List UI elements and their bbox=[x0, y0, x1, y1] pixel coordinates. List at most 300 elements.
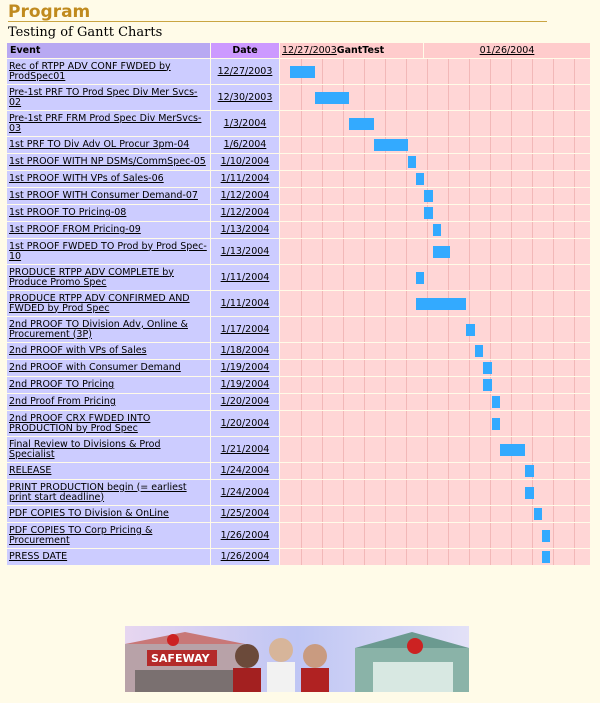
gantt-cell bbox=[280, 506, 590, 522]
title-divider bbox=[8, 21, 547, 22]
event-cell bbox=[7, 549, 210, 565]
gantt-gridline bbox=[406, 239, 407, 264]
gantt-gridline bbox=[427, 377, 428, 393]
gantt-gridline bbox=[427, 437, 428, 462]
date-link[interactable]: 1/21/2004 bbox=[220, 443, 270, 455]
event-link[interactable]: 2nd PROOF TO Pricing bbox=[9, 379, 115, 390]
gantt-gridline bbox=[469, 222, 470, 238]
gantt-gridline bbox=[322, 377, 323, 393]
gantt-gridline bbox=[574, 343, 575, 359]
date-link[interactable]: 1/19/2004 bbox=[220, 379, 270, 390]
gantt-gridline bbox=[427, 239, 428, 264]
date-link[interactable]: 1/11/2004 bbox=[220, 271, 270, 283]
gantt-gridline bbox=[532, 171, 533, 187]
event-cell bbox=[7, 343, 210, 359]
gantt-gridline bbox=[427, 171, 428, 187]
date-cell bbox=[211, 411, 279, 436]
gantt-gridline bbox=[511, 265, 512, 290]
event-link[interactable]: PRODUCE RTPP ADV CONFIRMED AND FWDED by Prod Spec bbox=[9, 292, 190, 314]
gantt-gridline bbox=[406, 265, 407, 290]
gantt-gridline bbox=[343, 239, 344, 264]
gantt-gridline bbox=[511, 171, 512, 187]
gantt-gridline bbox=[343, 154, 344, 170]
gantt-cell bbox=[280, 154, 590, 170]
gantt-gridline bbox=[385, 394, 386, 410]
table-row bbox=[7, 171, 590, 187]
gantt-gridline bbox=[490, 154, 491, 170]
gantt-gridline bbox=[511, 291, 512, 316]
gantt-cell bbox=[280, 137, 590, 153]
date-link[interactable]: 1/20/2004 bbox=[220, 396, 270, 407]
gantt-gridline bbox=[364, 154, 365, 170]
gantt-gridline bbox=[343, 205, 344, 221]
gantt-gridline bbox=[532, 85, 533, 110]
gantt-gridline bbox=[511, 549, 512, 565]
gantt-gridline bbox=[469, 59, 470, 84]
event-cell bbox=[7, 85, 210, 110]
gantt-bar bbox=[483, 379, 491, 391]
date-cell bbox=[211, 85, 279, 110]
table-row bbox=[7, 480, 590, 505]
gantt-gridline bbox=[553, 394, 554, 410]
event-link[interactable]: 1st PROOF FROM Pricing-09 bbox=[9, 224, 141, 235]
table-row bbox=[7, 360, 590, 376]
date-cell bbox=[211, 137, 279, 153]
event-link[interactable]: 1st PROOF WITH Consumer Demand-07 bbox=[9, 190, 198, 201]
date-link[interactable]: 1/13/2004 bbox=[220, 224, 270, 235]
page-title: Program bbox=[8, 2, 91, 22]
gantt-table bbox=[6, 42, 591, 566]
gantt-gridline bbox=[469, 411, 470, 436]
gantt-gridline bbox=[490, 111, 491, 136]
gantt-gridline bbox=[469, 188, 470, 204]
gantt-gridline bbox=[511, 222, 512, 238]
gantt-gridline bbox=[448, 222, 449, 238]
gantt-gridline bbox=[574, 523, 575, 548]
gantt-gridline bbox=[364, 506, 365, 522]
gantt-gridline bbox=[448, 523, 449, 548]
gantt-gridline bbox=[343, 549, 344, 565]
gantt-gridline bbox=[574, 291, 575, 316]
date-cell bbox=[211, 111, 279, 136]
gantt-gridline bbox=[427, 343, 428, 359]
gantt-gridline bbox=[490, 205, 491, 221]
gantt-gridline bbox=[511, 360, 512, 376]
gantt-gridline bbox=[385, 411, 386, 436]
event-link[interactable]: PDF COPIES TO Division & OnLine bbox=[9, 508, 169, 519]
event-link[interactable]: 2nd PROOF with VPs of Sales bbox=[9, 345, 147, 356]
gantt-gridline bbox=[406, 377, 407, 393]
gantt-gridline bbox=[490, 291, 491, 316]
event-link[interactable]: 1st PROOF WITH VPs of Sales-06 bbox=[9, 173, 164, 184]
gantt-gridline bbox=[553, 506, 554, 522]
event-link[interactable]: 1st PROOF TO Pricing-08 bbox=[9, 207, 127, 218]
table-row bbox=[7, 239, 590, 264]
gantt-gridline bbox=[511, 239, 512, 264]
gantt-gridline bbox=[448, 188, 449, 204]
gantt-cell bbox=[280, 291, 590, 316]
gantt-gridline bbox=[364, 205, 365, 221]
gantt-gridline bbox=[427, 411, 428, 436]
gantt-gridline bbox=[364, 523, 365, 548]
gantt-gridline bbox=[301, 154, 302, 170]
gantt-gridline bbox=[469, 171, 470, 187]
gantt-gridline bbox=[364, 188, 365, 204]
gantt-gridline bbox=[343, 437, 344, 462]
gantt-gridline bbox=[322, 265, 323, 290]
gantt-gridline bbox=[385, 171, 386, 187]
gantt-gridline bbox=[532, 188, 533, 204]
gantt-gridline bbox=[385, 291, 386, 316]
gantt-gridline bbox=[364, 411, 365, 436]
gantt-start-date-link[interactable]: 12/27/2003 bbox=[282, 44, 337, 56]
gantt-gridline bbox=[490, 222, 491, 238]
date-link[interactable]: 1/17/2004 bbox=[220, 323, 270, 335]
date-cell bbox=[211, 239, 279, 264]
gantt-gridline bbox=[469, 437, 470, 462]
gantt-gridline bbox=[301, 463, 302, 479]
date-link[interactable]: 1/20/2004 bbox=[220, 417, 270, 429]
gantt-gridline bbox=[469, 205, 470, 221]
gantt-gridline bbox=[553, 137, 554, 153]
date-cell bbox=[211, 154, 279, 170]
gantt-gridline bbox=[385, 463, 386, 479]
date-cell bbox=[211, 59, 279, 84]
gantt-gridline bbox=[322, 205, 323, 221]
gantt-gridline bbox=[553, 205, 554, 221]
gantt-gridline bbox=[574, 506, 575, 522]
event-link[interactable]: PRINT PRODUCTION begin (= earliest print start deadline) bbox=[9, 481, 187, 503]
date-column-header: Date bbox=[211, 43, 279, 58]
gantt-start-header[interactable] bbox=[280, 43, 423, 58]
gantt-gridline bbox=[553, 188, 554, 204]
gantt-chart-name: GantTest bbox=[336, 44, 385, 56]
gantt-gridline bbox=[343, 222, 344, 238]
gantt-gridline bbox=[448, 111, 449, 136]
gantt-gridline bbox=[301, 317, 302, 342]
gantt-gridline bbox=[490, 265, 491, 290]
gantt-cell bbox=[280, 437, 590, 462]
table-row bbox=[7, 317, 590, 342]
gantt-gridline bbox=[427, 506, 428, 522]
gantt-gridline bbox=[322, 111, 323, 136]
gantt-gridline bbox=[406, 222, 407, 238]
gantt-gridline bbox=[406, 523, 407, 548]
gantt-gridline bbox=[322, 360, 323, 376]
gantt-gridline bbox=[490, 239, 491, 264]
gantt-gridline bbox=[322, 437, 323, 462]
gantt-gridline bbox=[364, 437, 365, 462]
event-link[interactable]: 1st PROOF FWDED TO Prod by Prod Spec-10 bbox=[9, 240, 207, 262]
gantt-gridline bbox=[322, 523, 323, 548]
gantt-gridline bbox=[469, 111, 470, 136]
gantt-gridline bbox=[385, 205, 386, 221]
event-link[interactable]: PRODUCE RTPP ADV COMPLETE by Produce Promo Spec bbox=[9, 266, 174, 288]
gantt-gridline bbox=[406, 437, 407, 462]
gantt-bar bbox=[433, 246, 450, 258]
date-link[interactable]: 1/13/2004 bbox=[220, 245, 270, 257]
gantt-gridline bbox=[427, 137, 428, 153]
gantt-gridline bbox=[469, 137, 470, 153]
event-link[interactable]: 1st PROOF WITH NP DSMs/CommSpec-05 bbox=[9, 156, 206, 167]
gantt-gridline bbox=[469, 480, 470, 505]
gantt-gridline bbox=[448, 59, 449, 84]
gantt-cell bbox=[280, 394, 590, 410]
gantt-gridline bbox=[448, 265, 449, 290]
table-row bbox=[7, 291, 590, 316]
event-cell bbox=[7, 480, 210, 505]
gantt-gridline bbox=[448, 549, 449, 565]
gantt-gridline bbox=[364, 394, 365, 410]
date-link[interactable]: 1/19/2004 bbox=[220, 362, 270, 373]
date-link[interactable]: 1/10/2004 bbox=[220, 156, 270, 167]
gantt-gridline bbox=[553, 437, 554, 462]
gantt-gridline bbox=[343, 411, 344, 436]
event-cell bbox=[7, 360, 210, 376]
gantt-gridline bbox=[301, 111, 302, 136]
chart-subtitle: Testing of Gantt Charts bbox=[8, 25, 163, 40]
gantt-gridline bbox=[448, 506, 449, 522]
gantt-gridline bbox=[532, 239, 533, 264]
gantt-gridline bbox=[385, 188, 386, 204]
date-cell bbox=[211, 506, 279, 522]
gantt-bar bbox=[534, 508, 542, 520]
gantt-gridline bbox=[511, 523, 512, 548]
gantt-gridline bbox=[343, 360, 344, 376]
gantt-gridline bbox=[343, 343, 344, 359]
gantt-bar bbox=[416, 298, 466, 310]
gantt-gridline bbox=[574, 317, 575, 342]
gantt-cell bbox=[280, 480, 590, 505]
gantt-gridline bbox=[553, 291, 554, 316]
gantt-gridline bbox=[574, 480, 575, 505]
gantt-gridline bbox=[490, 59, 491, 84]
date-cell bbox=[211, 291, 279, 316]
gantt-cell bbox=[280, 59, 590, 84]
gantt-gridline bbox=[427, 317, 428, 342]
gantt-gridline bbox=[574, 360, 575, 376]
event-cell bbox=[7, 437, 210, 462]
gantt-gridline bbox=[322, 239, 323, 264]
date-link[interactable]: 1/6/2004 bbox=[223, 139, 267, 150]
event-link[interactable]: Pre-1st PRF TO Prod Spec Div Mer Svcs-02 bbox=[9, 86, 198, 108]
gantt-bar bbox=[433, 224, 441, 236]
gantt-gridline bbox=[448, 205, 449, 221]
date-link[interactable]: 12/27/2003 bbox=[217, 65, 273, 77]
gantt-gridline bbox=[385, 506, 386, 522]
date-link[interactable]: 1/26/2004 bbox=[220, 551, 270, 562]
event-link[interactable]: RELEASE bbox=[9, 465, 52, 476]
event-link[interactable]: Final Review to Divisions & Prod Specialist bbox=[9, 438, 161, 460]
gantt-gridline bbox=[322, 394, 323, 410]
gantt-gridline bbox=[469, 506, 470, 522]
gantt-gridline bbox=[343, 377, 344, 393]
gantt-gridline bbox=[469, 85, 470, 110]
event-column-header: Event bbox=[7, 43, 210, 58]
gantt-gridline bbox=[553, 111, 554, 136]
date-link[interactable]: 12/30/2003 bbox=[217, 91, 273, 103]
event-cell bbox=[7, 411, 210, 436]
date-link[interactable]: 1/12/2004 bbox=[220, 207, 270, 218]
event-link[interactable]: PDF COPIES TO Corp Pricing & Procurement bbox=[9, 524, 153, 546]
gantt-gridline bbox=[448, 463, 449, 479]
table-row bbox=[7, 205, 590, 221]
event-link[interactable]: Rec of RTPP ADV CONF FWDED by ProdSpec01 bbox=[9, 60, 171, 82]
gantt-cell bbox=[280, 317, 590, 342]
gantt-gridline bbox=[511, 377, 512, 393]
table-row bbox=[7, 222, 590, 238]
event-link[interactable]: 2nd PROOF TO Division Adv, Online & Procurement (3P) bbox=[9, 318, 188, 340]
gantt-gridline bbox=[532, 222, 533, 238]
gantt-gridline bbox=[322, 171, 323, 187]
gantt-cell bbox=[280, 171, 590, 187]
gantt-gridline bbox=[343, 59, 344, 84]
date-cell bbox=[211, 188, 279, 204]
event-link[interactable]: Pre-1st PRF FRM Prod Spec Div MerSvcs-03 bbox=[9, 112, 202, 134]
gantt-gridline bbox=[427, 111, 428, 136]
gantt-gridline bbox=[469, 360, 470, 376]
gantt-gridline bbox=[385, 85, 386, 110]
gantt-gridline bbox=[574, 265, 575, 290]
gantt-bar bbox=[483, 362, 491, 374]
gantt-gridline bbox=[532, 137, 533, 153]
gantt-gridline bbox=[406, 506, 407, 522]
gantt-gridline bbox=[364, 265, 365, 290]
gantt-cell bbox=[280, 463, 590, 479]
gantt-gridline bbox=[301, 394, 302, 410]
gantt-gridline bbox=[574, 205, 575, 221]
gantt-gridline bbox=[322, 188, 323, 204]
gantt-gridline bbox=[532, 205, 533, 221]
gantt-gridline bbox=[406, 343, 407, 359]
gantt-gridline bbox=[322, 154, 323, 170]
event-cell bbox=[7, 394, 210, 410]
date-link[interactable]: 1/18/2004 bbox=[220, 345, 270, 356]
event-cell bbox=[7, 59, 210, 84]
event-link[interactable]: 1st PRF TO Div Adv OL Procur 3pm-04 bbox=[9, 139, 190, 150]
gantt-end-header[interactable]: 01/26/2004 bbox=[424, 43, 590, 58]
gantt-gridline bbox=[511, 480, 512, 505]
gantt-gridline bbox=[301, 360, 302, 376]
gantt-gridline bbox=[532, 154, 533, 170]
date-cell bbox=[211, 360, 279, 376]
event-cell bbox=[7, 291, 210, 316]
gantt-gridline bbox=[553, 549, 554, 565]
table-row bbox=[7, 394, 590, 410]
gantt-gridline bbox=[511, 85, 512, 110]
gantt-bar bbox=[475, 345, 483, 357]
gantt-gridline bbox=[322, 480, 323, 505]
event-cell bbox=[7, 137, 210, 153]
gantt-gridline bbox=[532, 317, 533, 342]
gantt-gridline bbox=[427, 463, 428, 479]
gantt-gridline bbox=[574, 239, 575, 264]
date-cell bbox=[211, 171, 279, 187]
table-row bbox=[7, 463, 590, 479]
date-cell bbox=[211, 480, 279, 505]
gantt-gridline bbox=[385, 59, 386, 84]
date-cell bbox=[211, 394, 279, 410]
gantt-gridline bbox=[490, 463, 491, 479]
date-link[interactable]: 1/24/2004 bbox=[220, 486, 270, 498]
gantt-gridline bbox=[511, 188, 512, 204]
gantt-gridline bbox=[301, 437, 302, 462]
gantt-gridline bbox=[364, 85, 365, 110]
date-link[interactable]: 1/11/2004 bbox=[220, 173, 270, 184]
gantt-gridline bbox=[406, 59, 407, 84]
gantt-gridline bbox=[574, 411, 575, 436]
event-link[interactable]: PRESS DATE bbox=[9, 551, 68, 562]
gantt-gridline bbox=[427, 523, 428, 548]
gantt-gridline bbox=[553, 85, 554, 110]
gantt-gridline bbox=[553, 343, 554, 359]
gantt-gridline bbox=[301, 137, 302, 153]
gantt-gridline bbox=[469, 291, 470, 316]
gantt-gridline bbox=[322, 549, 323, 565]
table-row bbox=[7, 188, 590, 204]
gantt-gridline bbox=[448, 394, 449, 410]
table-row bbox=[7, 549, 590, 565]
gantt-gridline bbox=[532, 437, 533, 462]
gantt-gridline bbox=[343, 480, 344, 505]
date-cell bbox=[211, 317, 279, 342]
gantt-gridline bbox=[469, 343, 470, 359]
gantt-cell bbox=[280, 343, 590, 359]
gantt-bar bbox=[492, 396, 500, 408]
gantt-gridline bbox=[511, 137, 512, 153]
date-link[interactable]: 1/26/2004 bbox=[220, 529, 270, 541]
gantt-bar bbox=[416, 173, 424, 185]
gantt-gridline bbox=[406, 394, 407, 410]
gantt-gridline bbox=[301, 411, 302, 436]
gantt-gridline bbox=[532, 265, 533, 290]
date-link[interactable]: 1/3/2004 bbox=[223, 117, 267, 129]
date-link[interactable]: 1/25/2004 bbox=[220, 508, 270, 519]
gantt-gridline bbox=[301, 506, 302, 522]
gantt-gridline bbox=[364, 480, 365, 505]
gantt-gridline bbox=[427, 222, 428, 238]
gantt-gridline bbox=[469, 154, 470, 170]
gantt-bar bbox=[315, 92, 349, 104]
date-link[interactable]: 1/12/2004 bbox=[220, 190, 270, 201]
gantt-gridline bbox=[553, 377, 554, 393]
event-link[interactable]: 2nd Proof From Pricing bbox=[9, 396, 116, 407]
gantt-gridline bbox=[532, 360, 533, 376]
event-link[interactable]: 2nd PROOF with Consumer Demand bbox=[9, 362, 181, 373]
gantt-gridline bbox=[490, 549, 491, 565]
gantt-gridline bbox=[322, 59, 323, 84]
gantt-gridline bbox=[343, 317, 344, 342]
gantt-gridline bbox=[574, 437, 575, 462]
gantt-gridline bbox=[574, 111, 575, 136]
gantt-gridline bbox=[574, 377, 575, 393]
gantt-gridline bbox=[553, 265, 554, 290]
date-link[interactable]: 1/24/2004 bbox=[220, 465, 270, 476]
table-row bbox=[7, 411, 590, 436]
date-cell bbox=[211, 222, 279, 238]
gantt-gridline bbox=[553, 154, 554, 170]
gantt-gridline bbox=[301, 523, 302, 548]
gantt-bar bbox=[349, 118, 374, 130]
event-link[interactable]: 2nd PROOF CRX FWDED INTO PRODUCTION by Prod Spec bbox=[9, 412, 151, 434]
gantt-gridline bbox=[511, 411, 512, 436]
table-row bbox=[7, 265, 590, 290]
gantt-gridline bbox=[301, 377, 302, 393]
date-link[interactable]: 1/11/2004 bbox=[220, 297, 270, 309]
gantt-gridline bbox=[322, 291, 323, 316]
gantt-gridline bbox=[364, 343, 365, 359]
gantt-gridline bbox=[490, 85, 491, 110]
